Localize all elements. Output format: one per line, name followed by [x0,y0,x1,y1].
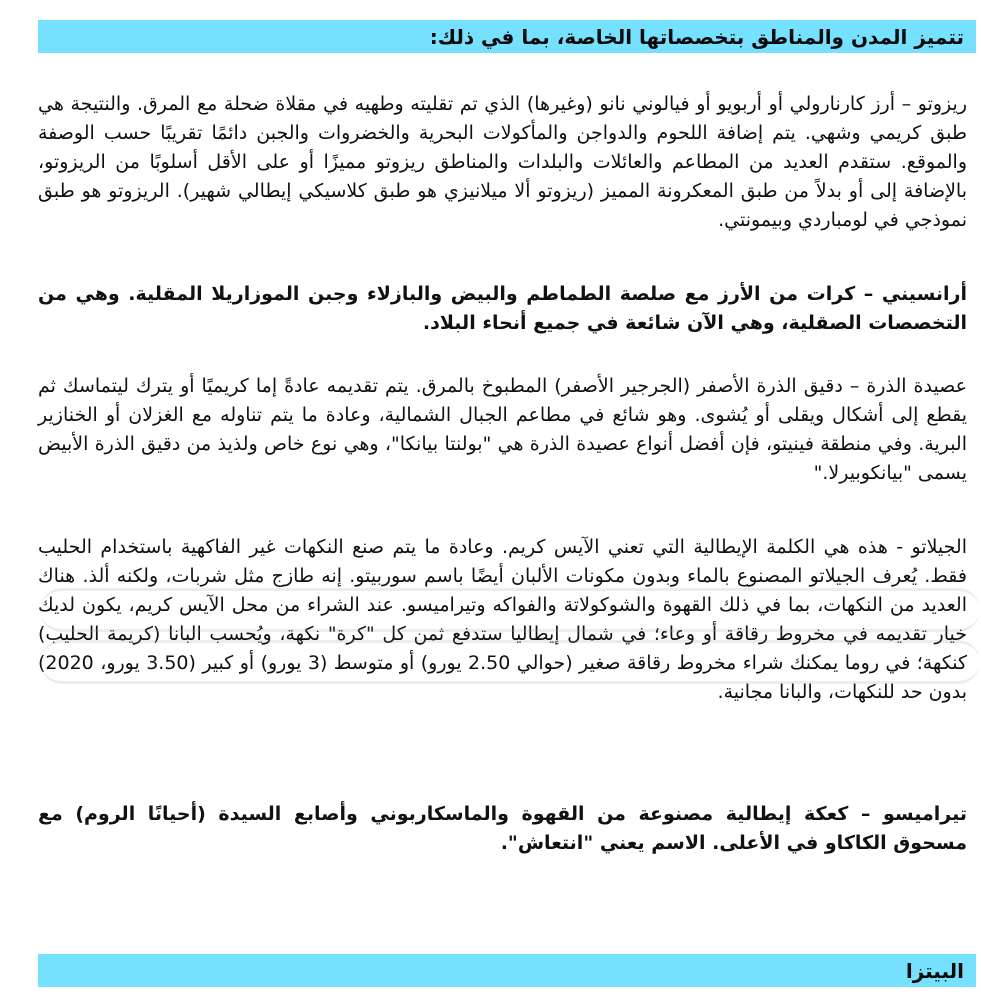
next-section-header-bar [38,954,976,987]
paragraph-gelato: الجيلاتو - هذه هي الكلمة الإيطالية التي تعني الآيس كريم. وعادة ما يتم صنع النكهات غير الفاكهية باستخدام الحليب فقط. يُعرف الجيلاتو المصنوع بالماء وبدون مكونات الألبان أيضًا باسم سوربيتو. إنه طازج مثل شربات، ولكنه ألذ. هناك العديد من النكهات، بما في ذلك القهوة والشوكولاتة والفواكه وتيراميسو. عند الشراء من محل الآيس كريم، يكون لديك خيار تقديمه في مخروط رقاقة أو وعاء؛ في شمال إيطاليا ستدفع ثمن كل "كرة" نكهة، ويُحسب البانا (كريمة الحليب) كنكهة؛ في روما يمكنك شراء مخروط رقاقة صغير (حوالي 2.50 يورو) أو متوسط (3 يورو) أو كبير (3.50 يورو، 2020) بدون حد للنكهات، والبانا مجانية. [38,536,967,703]
next-section-title: البيتزا [905,958,964,983]
paragraph-risotto: ريزوتو – أرز كارنارولي أو أربويو أو فيالوني نانو (وغيرها) الذي تم تقليته وطهيه في مقلاة ضحلة مع المرق. والنتيجة هي طبق كريمي وشهي. يتم إضافة اللحوم والدواجن والمأكولات البحرية والخضروات والجبن دائمًا تقريبًا حسب الوصفة والموقع. ستقدم العديد من المطاعم والعائلات والبلدات والمناطق ريزوتو مميزًا أو على الأقل أسلوبًا من الريزوتو، بالإضافة إلى أو بدلاً من طبق المعكرونة المميز (ريزوتو ألا ميلانيزي هو طبق كلاسيكي إيطالي شهير). الريزوتو هو طبق نموذجي في لومباردي وبيمونتي. [38,93,967,231]
section-title: تتميز المدن والمناطق بتخصصاتها الخاصة، بما في ذلك: [429,24,964,49]
section-header-bar [38,20,976,53]
paragraph-tiramisu: تيراميسو – كعكة إيطالية مصنوعة من القهوة والماسكاربوني وأصابع السيدة (أحيانًا الروم) مع مسحوق الكاكاو في الأعلى. الاسم يعني "انتعاش". [38,803,967,854]
paragraph-polenta: عصيدة الذرة – دقيق الذرة الأصفر (الجرجير الأصفر) المطبوخ بالمرق. يتم تقديمه عادةً إما كريميًا أو يترك ليتماسك ثم يقطع إلى أشكال ويقلى أو يُشوى. وهو شائع في مطاعم الجبال الشمالية، وعادة ما يتم تناوله مع الغزلان أو الخنازير البرية. وفي منطقة فينيتو، فإن أفضل أنواع عصيدة الذرة هي "بولنتا بيانكا"، وهي نوع خاص ولذيذ من دقيق الذرة الأبيض يسمى "بيانكوبيرلا." [38,375,967,484]
paragraph-arancini: أرانسيني – كرات من الأرز مع صلصة الطماطم والبيض والبازلاء وجبن الموزاريلا المقلية. وهي من التخصصات الصقلية، وهي الآن شائعة في جميع أنحاء البلاد. [38,283,967,334]
